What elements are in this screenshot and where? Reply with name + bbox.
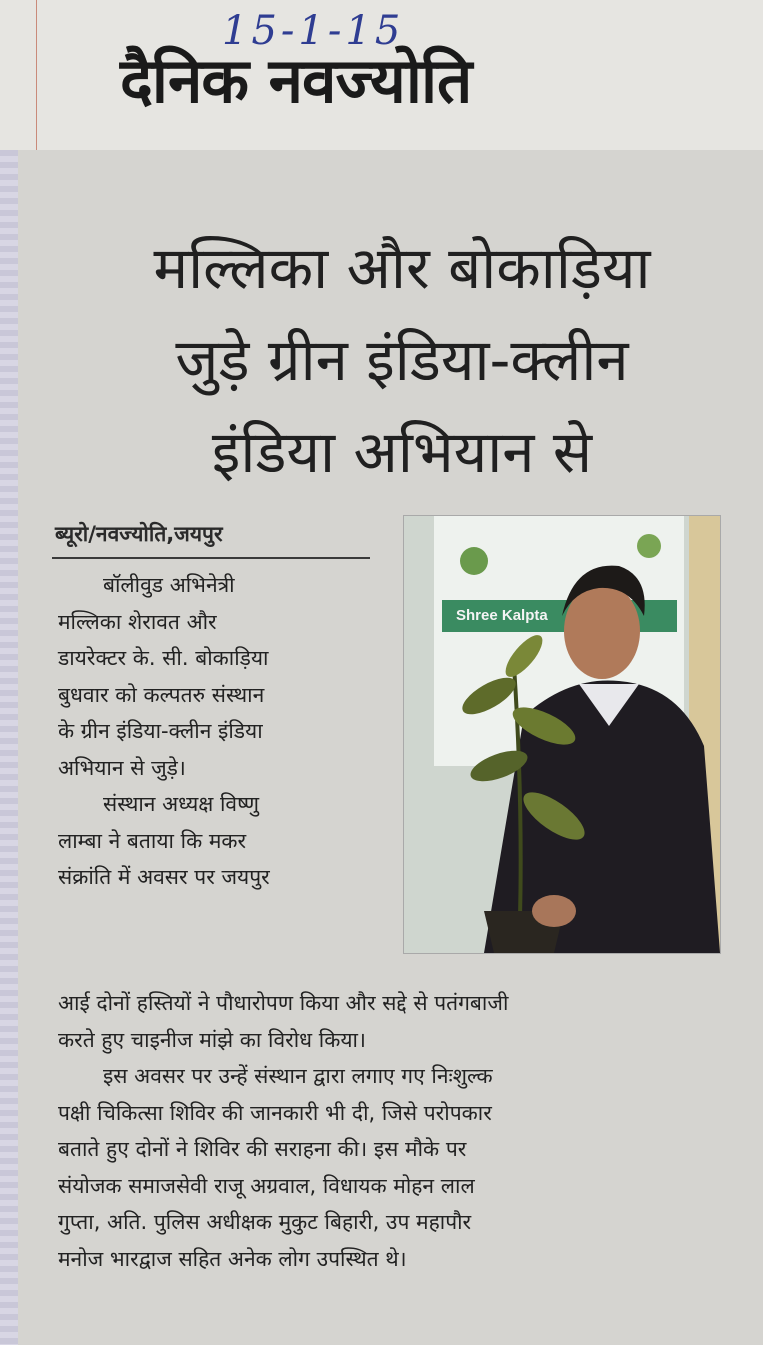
article-line: संस्थान अध्यक्ष विष्णु bbox=[103, 792, 260, 816]
article-line: करते हुए चाइनीज मांझे का विरोध किया। bbox=[58, 1027, 366, 1052]
byline: ब्यूरो/नवज्योति,जयपुर bbox=[55, 522, 223, 546]
article-line: डायरेक्टर के. सी. बोकाड़िया bbox=[58, 646, 269, 670]
article-line: आई दोनों हस्तियों ने पौधारोपण किया और सद्दे से पतंगबाजी bbox=[58, 991, 509, 1015]
hand bbox=[532, 895, 576, 927]
page-edge bbox=[0, 150, 18, 1345]
article-body bbox=[58, 985, 718, 1277]
headline bbox=[92, 222, 712, 498]
article-column bbox=[58, 567, 368, 896]
article-line: बॉलीवुड अभिनेत्री bbox=[103, 573, 235, 597]
article-line: अभियान से जुड़े। bbox=[58, 755, 186, 780]
article-line: गुप्ता, अति. पुलिस अधीक्षक मुकुट बिहारी, उप महापौर bbox=[58, 1210, 472, 1234]
margin-rule bbox=[36, 0, 37, 150]
article-line: मल्लिका शेरावत और bbox=[58, 609, 217, 634]
handwritten-date: 15-1-15 bbox=[222, 8, 405, 54]
headline-line: इंडिया अभियान से bbox=[211, 418, 593, 486]
news-photo bbox=[403, 515, 721, 954]
article-line: के ग्रीन इंडिया-क्लीन इंडिया bbox=[58, 719, 263, 743]
banner-emblem-left bbox=[460, 547, 488, 575]
article-line: बताते हुए दोनों ने शिविर की सराहना की। इस मौके पर bbox=[58, 1137, 467, 1161]
article-line: इस अवसर पर उन्हें संस्थान द्वारा लगाए गए निःशुल्क bbox=[103, 1064, 493, 1088]
article-line: मनोज भारद्वाज सहित अनेक लोग उपस्थित थे। bbox=[58, 1246, 407, 1271]
headline-line: मल्लिका और बोकाड़िया bbox=[153, 234, 651, 302]
banner-text: Shree Kalpta bbox=[456, 607, 548, 624]
article-line: संक्रांति में अवसर पर जयपुर bbox=[58, 865, 270, 889]
headline-line: जुड़े ग्रीन इंडिया-क्लीन bbox=[175, 326, 629, 394]
plant-leaf bbox=[457, 671, 521, 722]
newspaper-masthead: दैनिक नवज्योति bbox=[120, 44, 472, 117]
article-line: लाम्बा ने बताया कि मकर bbox=[58, 828, 247, 853]
plant-leaf bbox=[500, 630, 549, 683]
article-line: बुधवार को कल्पतरु संस्थान bbox=[58, 682, 265, 707]
banner-emblem-right bbox=[637, 534, 661, 558]
article-line: पक्षी चिकित्सा शिविर की जानकारी भी दी, जिसे परोपकार bbox=[58, 1100, 492, 1125]
article-line: संयोजक समाजसेवी राजू अग्रवाल, विधायक मोहन लाल bbox=[58, 1173, 475, 1198]
photo-scene bbox=[404, 516, 720, 953]
byline-underline bbox=[52, 557, 370, 559]
